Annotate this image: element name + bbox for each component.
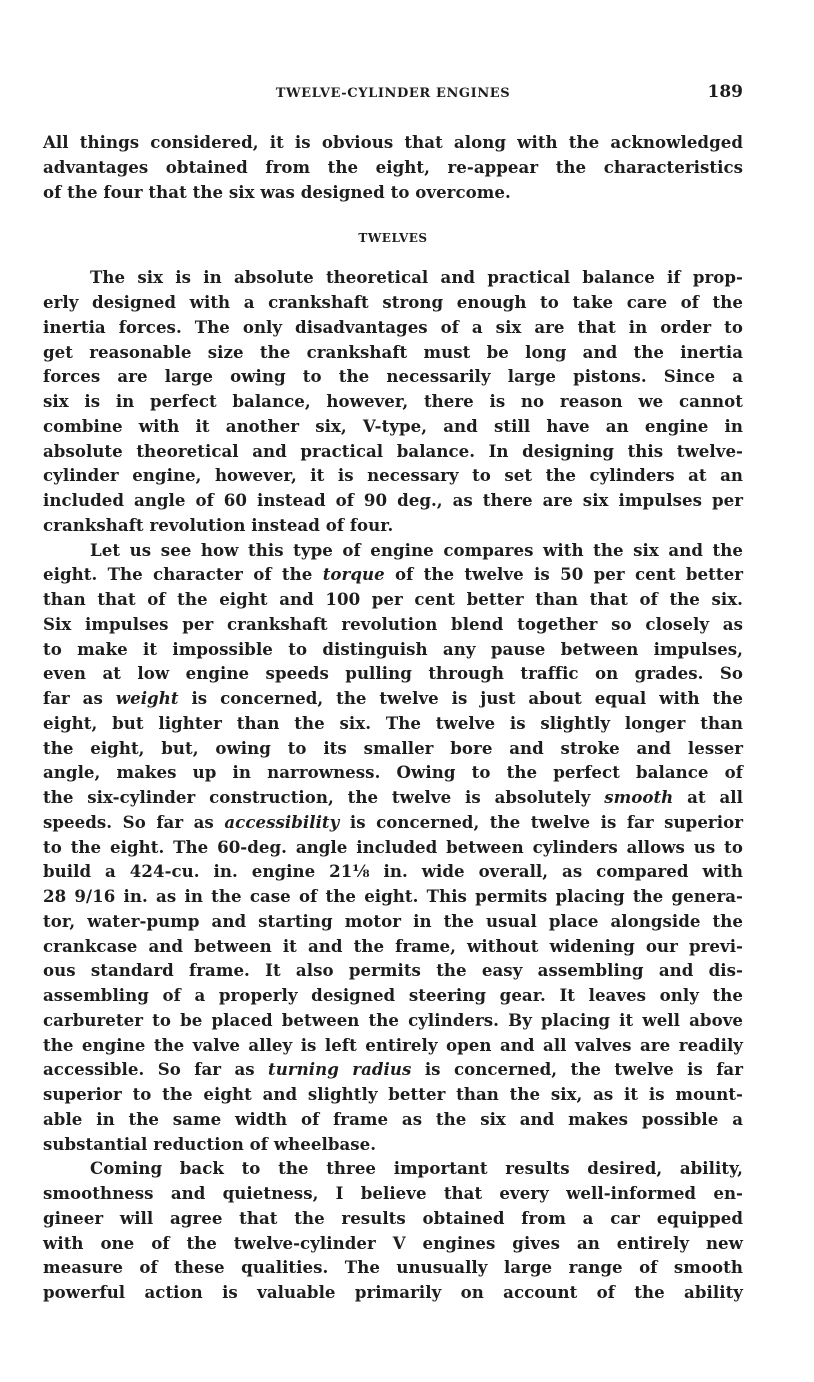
text-line: smoothness and quietness, I believe that every well-informed en- — [43, 1183, 743, 1203]
text-line: 28 9/16 in. as in the case of the eight. This permits placing the genera- — [43, 886, 743, 906]
text-line: tor, water-pump and starting motor in the usual place alongside the — [43, 910, 743, 931]
text-line: angle, makes up in narrowness. Owing to the perfect balance of — [43, 762, 743, 783]
text-line: forces are large owing to the necessarily large pistons. Since a — [43, 366, 743, 387]
paragraph-balance — [43, 265, 743, 537]
text-line: included angle of 60 instead of 90 deg., as there are six impulses per — [43, 490, 743, 510]
emphasis-weight: weight — [115, 688, 179, 708]
text-line: absolute theoretical and practical balance. In designing this twelve- — [43, 440, 743, 461]
text-line: cylinder engine, however, it is necessary to set the cylinders at an — [43, 465, 743, 486]
text-run: far as — [43, 688, 116, 708]
emphasis-smooth: smooth — [604, 787, 674, 807]
text-run: accessible. So far as — [43, 1059, 269, 1080]
emphasis-accessibility: accessibility — [224, 811, 340, 832]
text-run: is concerned, the twelve is far — [411, 1059, 744, 1080]
section-title: TWELVES — [358, 231, 428, 246]
text-line: The six is in absolute theoretical and practical balance if prop- — [90, 267, 743, 288]
text-line: able in the same width of frame as the six and makes possible a — [43, 1108, 743, 1129]
text-line: Coming back to the three important results desired, ability, — [90, 1158, 743, 1179]
text-line: measure of these qualities. The unusually large range of smooth — [43, 1257, 743, 1278]
text-line: than that of the eight and 100 per cent better than that of the six. — [43, 589, 743, 609]
text-line: the eight, but, owing to its smaller bore and stroke and lesser — [43, 737, 743, 758]
text-run: is concerned, the twelve is just about equal with the — [178, 688, 743, 708]
text-line: even at low engine speeds pulling through traffic on grades. So — [43, 663, 743, 684]
text-line: substantial reduction of wheelbase. — [43, 1133, 377, 1154]
text-line — [43, 1057, 743, 1082]
text-line: get reasonable size the crankshaft must be long and the inertia — [43, 341, 743, 362]
text-line: inertia forces. The only disadvantages of a six are that in order to — [43, 316, 743, 337]
text-line: erly designed with a crankshaft strong enough to take care of the — [43, 292, 743, 312]
text-line: Let us see how this type of engine compares with the six and the — [90, 539, 743, 560]
running-head — [43, 82, 743, 106]
paragraph-comparison — [43, 538, 743, 1157]
text-run: at all — [673, 787, 743, 807]
text-line: Six impulses per crankshaft revolution blend together so closely as — [43, 613, 743, 634]
book-page — [43, 82, 743, 1305]
text-line: ous standard frame. It also permits the easy assembling and dis- — [43, 960, 743, 981]
text-line: the engine the valve alley is left entirely open and all valves are readily — [43, 1034, 743, 1055]
text-line: combine with it another six, V-type, and still have an engine in — [43, 415, 743, 436]
text-line — [43, 785, 743, 810]
text-run: eight. The character of the — [43, 564, 323, 585]
text-line: gineer will agree that the results obtained from a car equipped — [43, 1207, 743, 1228]
text-line: to the eight. The 60-deg. angle included between cylinders allows us to — [43, 836, 743, 857]
text-line: build a 424-cu. in. engine 21⅛ in. wide overall, as compared with — [43, 861, 743, 882]
text-line: powerful action is valuable primarily on account of the ability — [43, 1282, 743, 1302]
text-line: assembling of a properly designed steering gear. It leaves only the — [43, 985, 743, 1005]
text-line: of the four that the six was designed to overcome. — [43, 181, 511, 202]
text-run: the six-cylinder construction, the twelve is absolutely — [43, 787, 605, 807]
paragraph-conclusion — [43, 1156, 743, 1305]
text-line: six is in perfect balance, however, there is no reason we cannot — [43, 391, 743, 411]
text-line: eight, but lighter than the six. The twelve is slightly longer than — [43, 712, 743, 733]
text-run: of the twelve is 50 per cent better — [384, 564, 743, 585]
text-line — [43, 686, 743, 711]
text-line — [43, 562, 743, 587]
text-line: with one of the twelve-cylinder V engines gives an entirely new — [43, 1232, 743, 1253]
emphasis-torque: torque — [322, 564, 385, 585]
text-line: crankcase and between it and the frame, without widening our previ- — [43, 935, 743, 956]
emphasis-turning-radius: turning radius — [268, 1059, 412, 1080]
text-line: advantages obtained from the eight, re-appear the characteristics — [43, 156, 743, 177]
text-line: carbureter to be placed between the cylinders. By placing it well above — [43, 1009, 743, 1030]
text-line: to make it impossible to distinguish any pause between impulses, — [43, 638, 743, 659]
text-line: All things considered, it is obvious that along with the acknowledged — [43, 132, 743, 152]
page-number: 189 — [707, 82, 743, 102]
text-run: is concerned, the twelve is far superior — [339, 811, 743, 832]
text-line: crankshaft revolution instead of four. — [43, 514, 394, 535]
paragraph-intro — [43, 130, 743, 204]
text-line: superior to the eight and slightly better than the six, as it is mount- — [43, 1084, 743, 1104]
running-title: TWELVE-CYLINDER ENGINES — [275, 86, 511, 101]
text-line — [43, 810, 743, 835]
text-run: speeds. So far as — [43, 811, 225, 832]
